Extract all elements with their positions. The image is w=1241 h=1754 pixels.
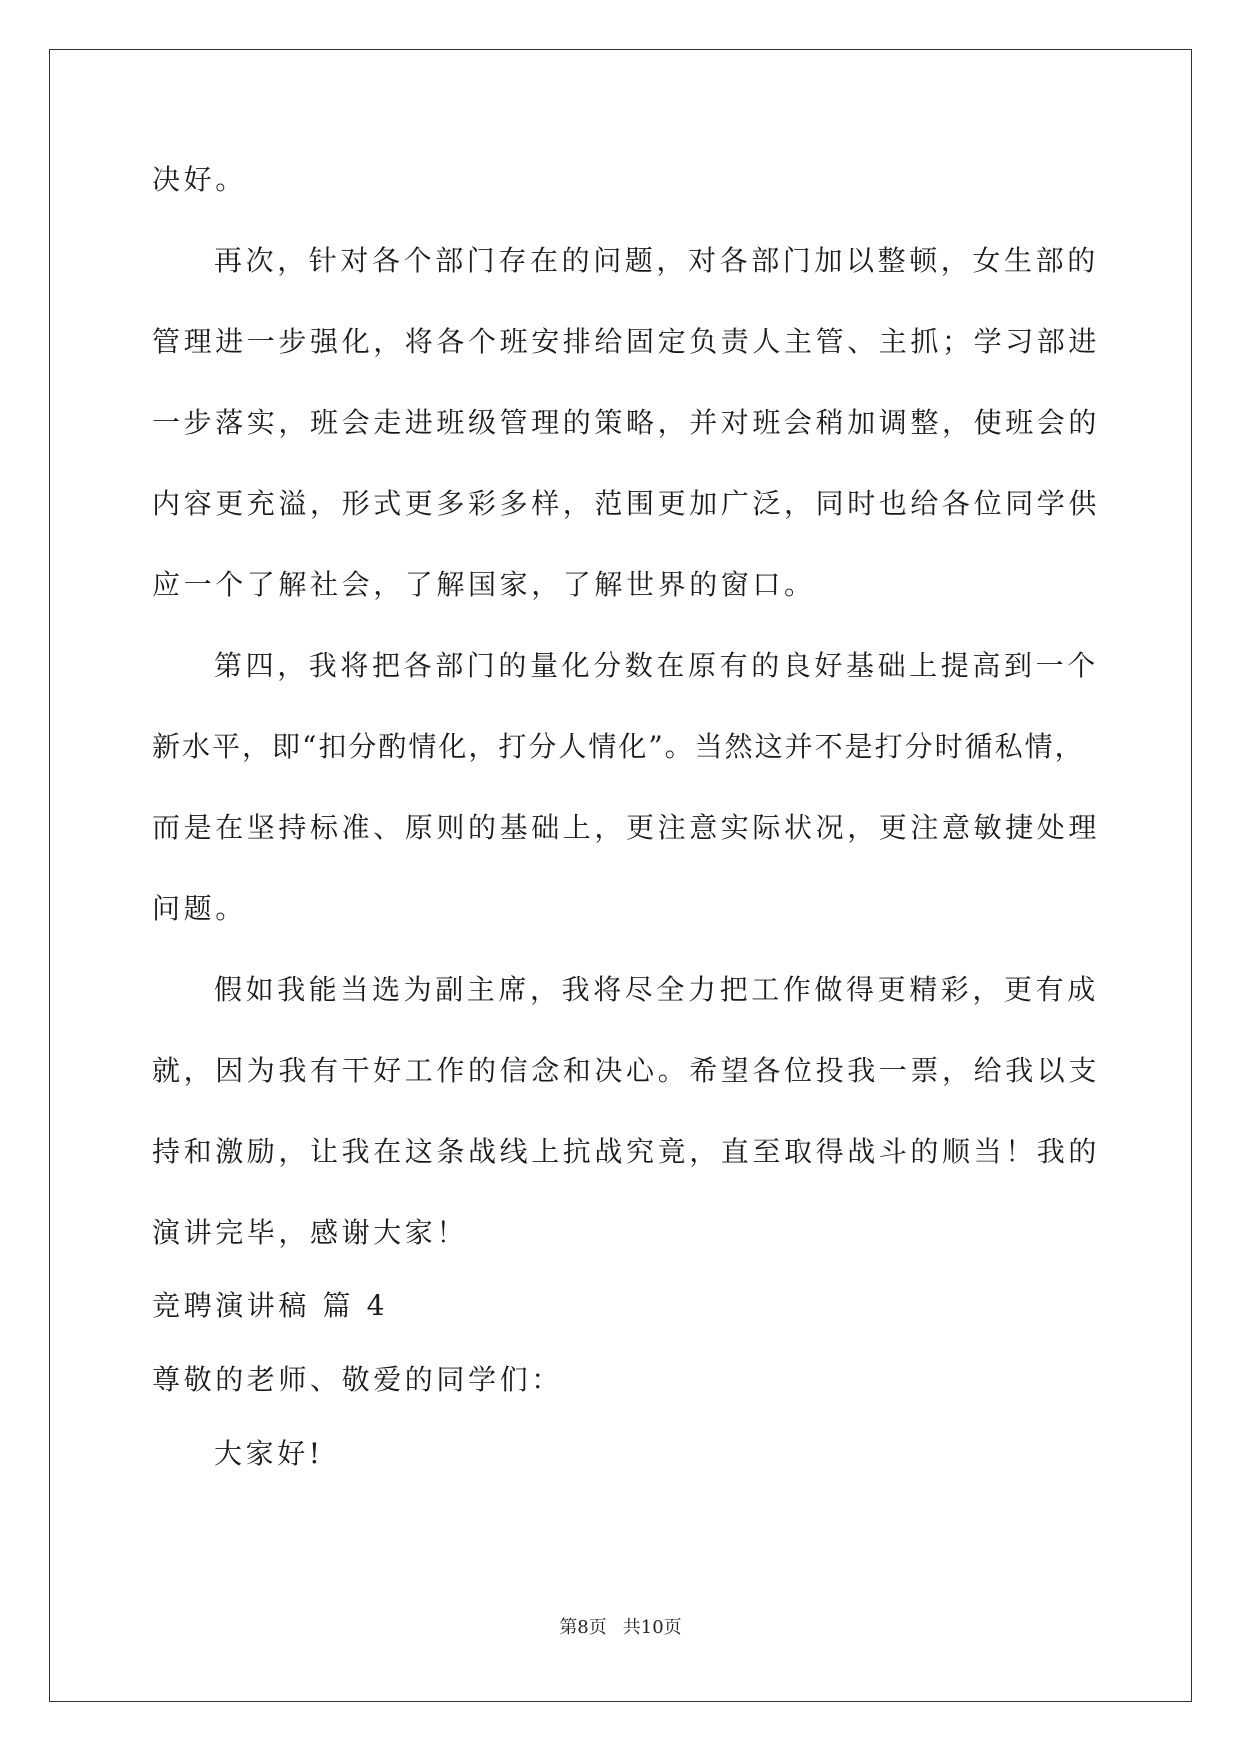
- text-line: 应一个了解社会，了解国家，了解世界的窗口。: [152, 568, 816, 601]
- text-line: 问题。: [152, 892, 247, 925]
- greeting: 大家好!: [214, 1437, 324, 1470]
- paragraph-start: 再次，针对各个部门存在的问题，对各部门加以整顿，女生部的: [214, 244, 1099, 277]
- paragraph-start: 假如我能当选为副主席，我将尽全力把工作做得更精彩，更有成: [214, 973, 1099, 1006]
- page-footer: [0, 1616, 1241, 1640]
- text-line: 决好。: [152, 163, 247, 196]
- text-line: 一步落实，班会走进班级管理的策略，并对班会稍加调整，使班会的: [152, 406, 1101, 439]
- salutation: 尊敬的老师、敬爱的同学们：: [152, 1363, 563, 1396]
- text-line: 就，因为我有干好工作的信念和决心。希望各位投我一票，给我以支: [152, 1054, 1101, 1087]
- text-line: 演讲完毕，感谢大家！: [152, 1216, 469, 1249]
- paragraph-start: 第四，我将把各部门的量化分数在原有的良好基础上提高到一个: [214, 649, 1099, 682]
- section-heading: 竞聘演讲稿 篇 4: [152, 1289, 389, 1322]
- page-number-total: 共10页: [622, 1617, 682, 1638]
- text-line: 而是在坚持标准、原则的基础上，更注意实际状况，更注意敏捷处理: [152, 811, 1101, 844]
- page-number-current: 第8页: [559, 1617, 607, 1638]
- text-line: 持和激励，让我在这条战线上抗战究竟，直至取得战斗的顺当！我的: [152, 1135, 1101, 1168]
- text-line: 内容更充溢，形式更多彩多样，范围更加广泛，同时也给各位同学供: [152, 487, 1101, 520]
- text-line: 新水平，即“扣分酌情化，打分人情化”。当然这并不是打分时循私情，: [152, 730, 1085, 763]
- text-line: 管理进一步强化，将各个班安排给固定负责人主管、主抓；学习部进: [152, 325, 1101, 358]
